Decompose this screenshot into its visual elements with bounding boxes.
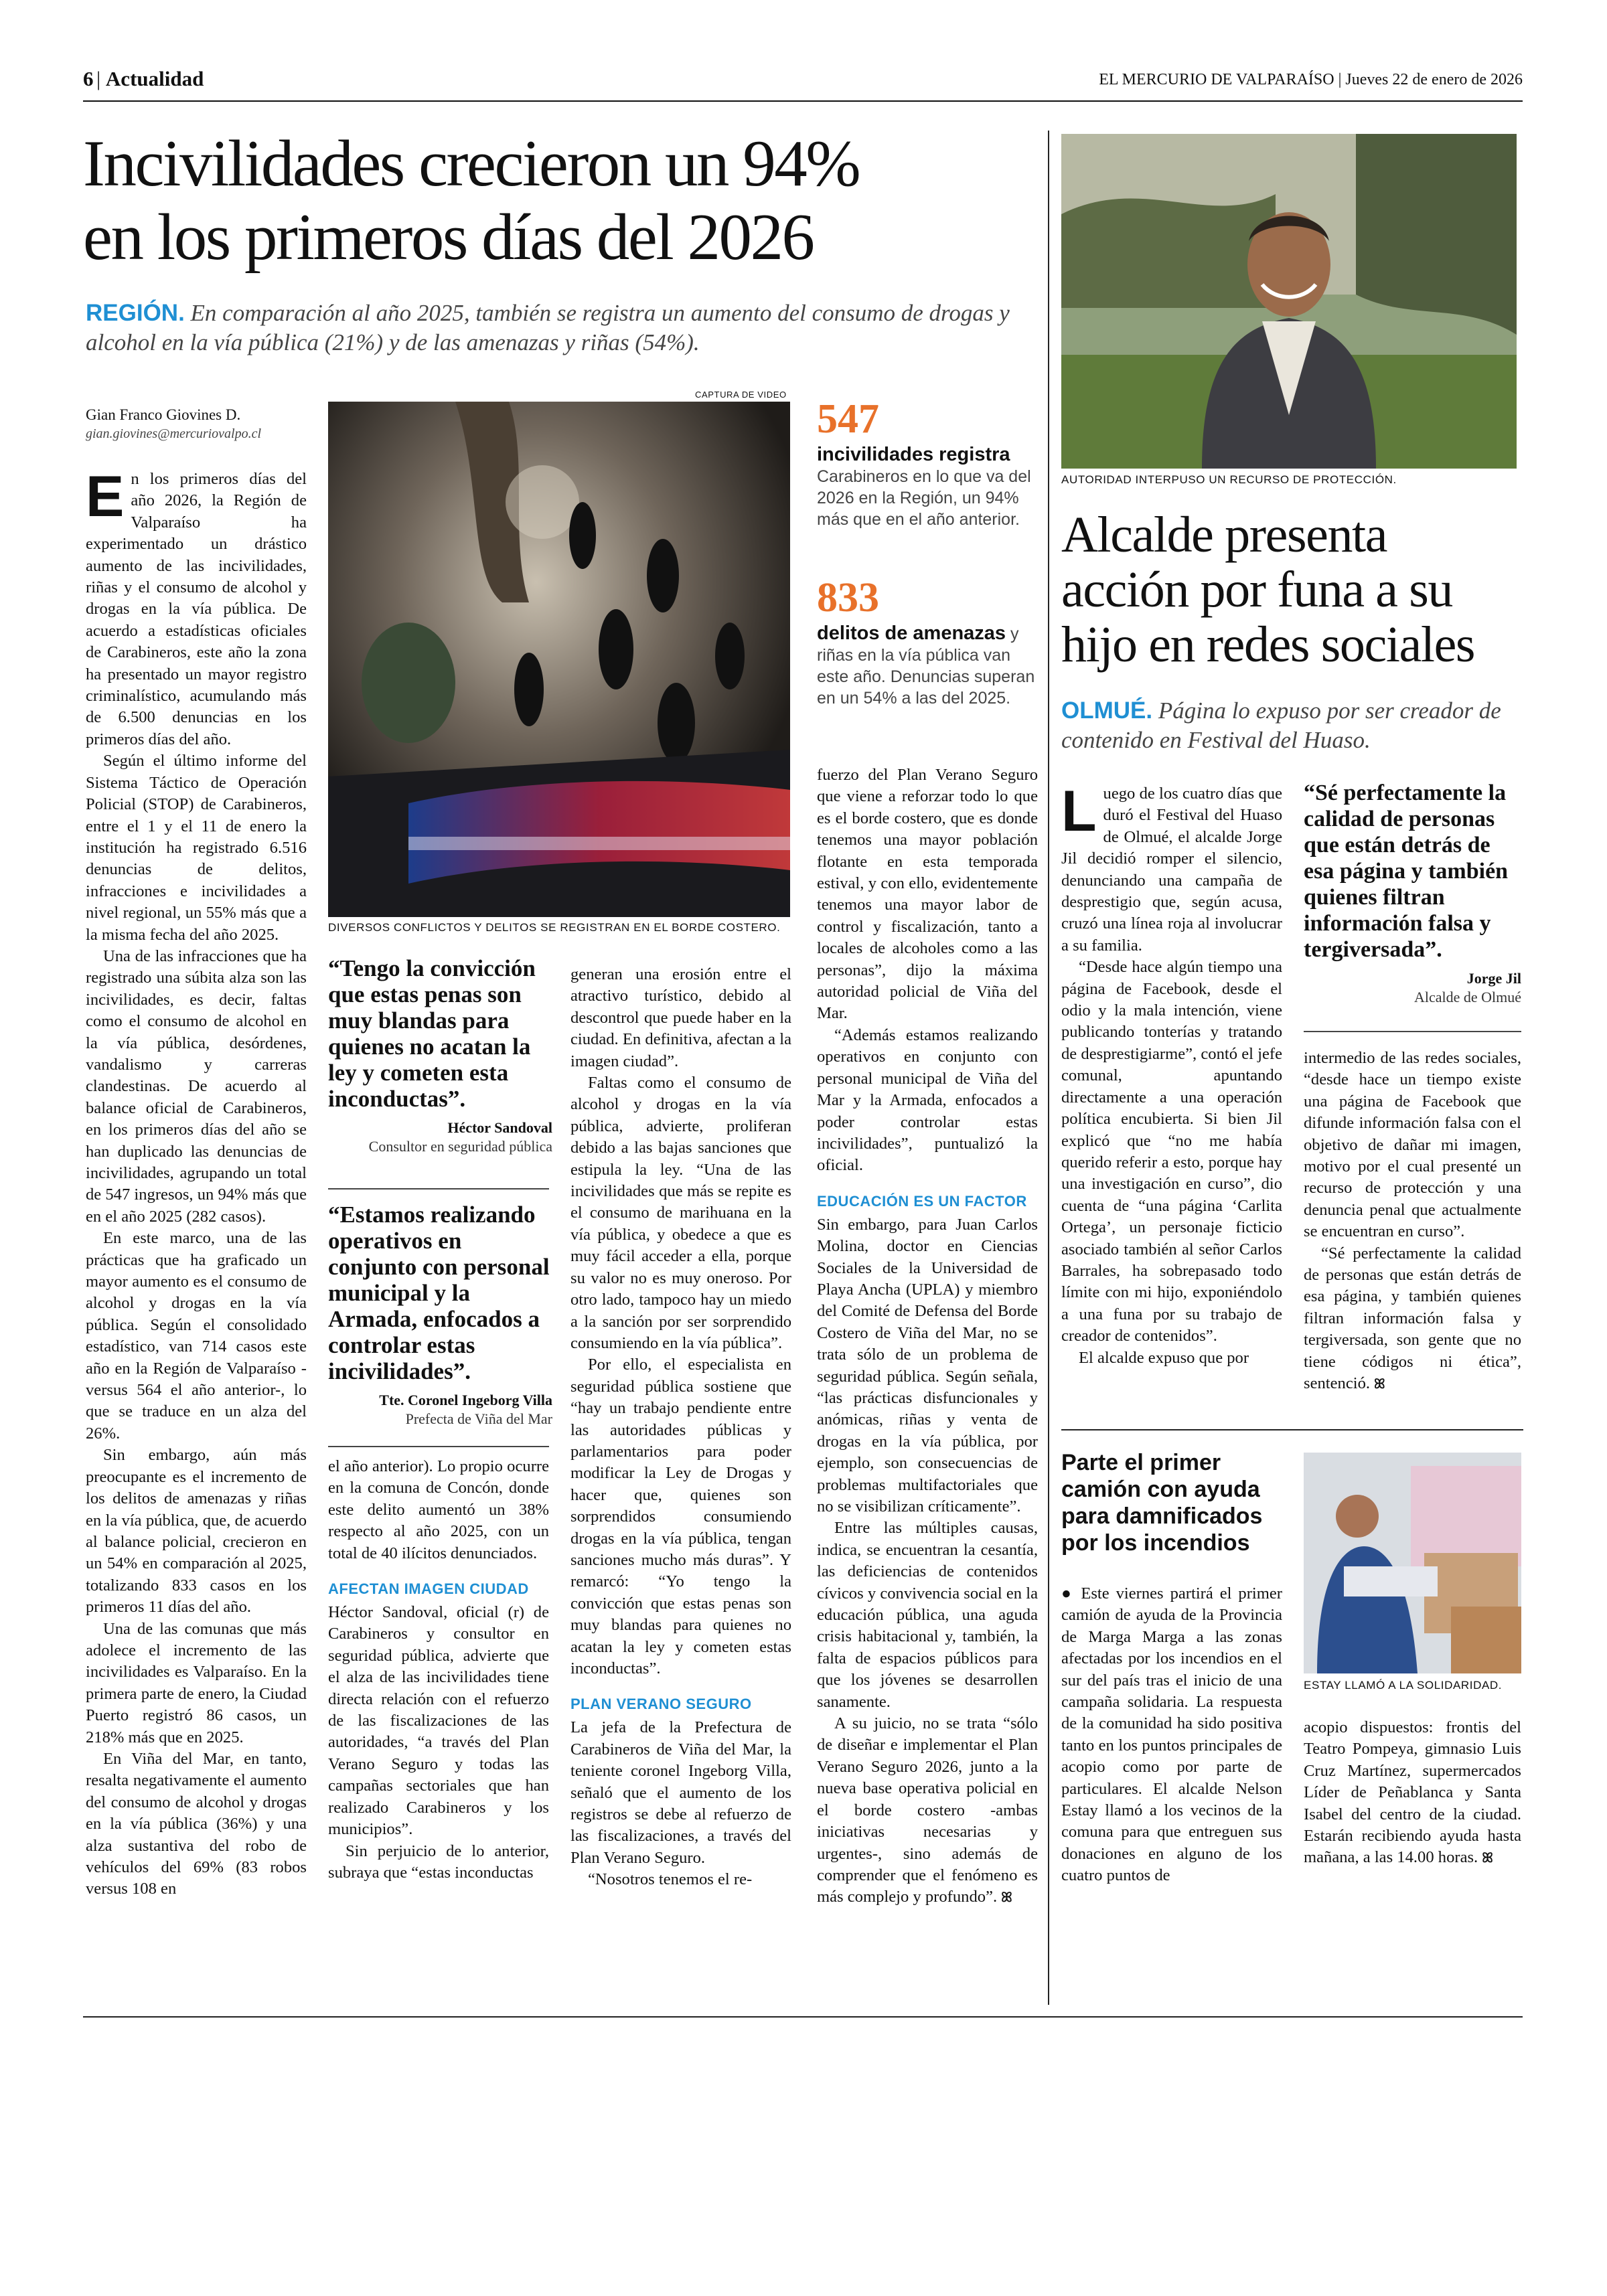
headline-line-2: en los primeros días del 2026 (83, 201, 814, 274)
side-pull-quote (1304, 780, 1521, 1007)
paragraph: Entre las múltiples causas, indica, se encuentran la cesantía, las deficiencias de contenidos cívicos y convivencia social en la educación pública, una aguda crisis habitacional y, también, la falta de espacios públicos para que los jóvenes se desarrollen sanamente. (817, 1519, 1038, 1711)
paragraph: El alcalde expuso que por (1079, 1348, 1249, 1367)
quote-text: “Sé perfectamente la calidad de personas que están detrás de esa página y también quienes filtran información falsa y tergiversada”. (1304, 781, 1509, 962)
header-rule (83, 100, 1523, 102)
article-column-2 (328, 1456, 549, 1884)
stat-desc: y riñas en la vía pública van este año. Denuncias superan en un 54% a las del 2025. (817, 625, 1035, 708)
article-column-3 (570, 964, 791, 1891)
paragraph: Una de las comunas que más adolece el incremento de las incivilidades es Valparaíso. En la primera parte de enero, la Ciudad Puerto registró 86 casos, un 218% más que en 2025. (86, 1619, 307, 1746)
quote-author: Jorge Jil (1466, 970, 1521, 987)
brief-photo (1304, 1453, 1521, 1673)
paragraph: “Desde hace algún tiempo una página de Facebook, desde el odio y la mala intención, viene publicando tonterías y tratando de desprestigiarme”, contó el jefe comunal, apuntando directamente a una operación política encubierta. Si bien Jil explicó que “no me había querido referir a esto, porque hay una investigación en curso”, dio cuenta de “una página ‘Carlita Ortega’, un personaje ficticio asociado también al señor Carlos Barrales, ha sobrepasado todo límite con mi hijo, exponiéndolo a una funa por su trabajo de creador de contenidos”. (1061, 958, 1282, 1345)
end-mark-icon: ꕤ (1482, 1850, 1493, 1866)
paragraph: fuerzo del Plan Verano Seguro que viene a reforzar todo lo que es el borde costero, que es donde tenemos una mayor población flotante en esta temporada estival, y con ello, evidentemente tenemos una mayor labor de control y fiscalización, tanto a locales de alcoholes como a las personas”, dijo la máxima autoridad policial de Viña del Mar. (817, 766, 1038, 1023)
side-lede-text: Página lo expuso por ser creador de contenido en Festival del Huaso. (1061, 698, 1501, 753)
headline-line-1: Incivilidades crecieron un 94% (83, 127, 860, 200)
paragraph: el año anterior). Lo propio ocurre en la comuna de Concón, donde este delito aumentó un 38% respecto al año 2025, con un total de 40 ilícitos denunciados. (328, 1457, 549, 1562)
paragraph-text: “Sé perfectamente la calidad de personas que están detrás de esa página, y también quienes filtran información falsa y tergiversada, son gente que no tiene códigos ni ética”, sentenció. (1304, 1244, 1521, 1393)
pull-quote-2 (328, 1202, 552, 1428)
stat-label: delitos de amenazas (817, 623, 1006, 644)
stat-number: 833 (817, 575, 879, 621)
brief-top-rule (1061, 1429, 1523, 1430)
paragraph-text: acopio dispuestos: frontis del Teatro Pompeya, gimnasio Luis Cruz Martínez, supermercados Líder de Peñablanca y Santa Isabel del centro de la ciudad. Estarán recibiendo ayuda hasta mañana, a las 14.00 horas. (1304, 1718, 1521, 1867)
author-name: Gian Franco Giovines D. (86, 406, 241, 423)
side-headline-line: hijo en redes sociales (1061, 617, 1475, 673)
quote-role: Alcalde de Olmué (1413, 989, 1521, 1005)
byline (86, 406, 313, 442)
pull-quote-1 (328, 955, 552, 1156)
paragraph (1304, 1243, 1521, 1395)
end-mark-icon: ꕤ (1374, 1376, 1385, 1392)
brief-column-a (1061, 1583, 1282, 1887)
side-kicker: OLMUÉ. (1061, 698, 1153, 724)
lede-kicker: REGIÓN. (86, 300, 185, 326)
subhead-afectan: AFECTAN IMAGEN CIUDAD (328, 1580, 529, 1598)
side-headline-line: Alcalde presenta (1061, 507, 1387, 563)
paragraph-text: Este viernes partirá el primer camión de ayuda de la Provincia de Marga Marga a las zonas afectadas por los incendios en el sur del país tras el inicio de una campaña solidaria. La respuesta de la comunidad ha sido positiva tanto en los puntos principales de acopio como por parte de particulares. El alcalde Nelson Estay llamó a los vecinos de la comuna para que entreguen sus donaciones en alguno de los cuatro puntos de (1061, 1584, 1282, 1885)
stat-label: incivilidades registra (817, 444, 1010, 465)
quote-author: Tte. Coronel Ingeborg Villa (379, 1392, 552, 1408)
page-header: 6 | Actualidad EL MERCURIO DE VALPARAÍSO | Jueves 22 de enero de 2026 (83, 67, 1523, 90)
column-divider (1048, 131, 1049, 2005)
paragraph: Faltas como el consumo de alcohol y drogas en la vía pública, advierte, proliferan debido a las bajas sanciones que estipula la ley. “Una de las incivilidades que más se repite es el consumo de marihuana en la vía pública, y obedece a que es muy fácil acceder a ella, porque su valor no es muy oneroso. Por otro lado, tampoco hay un miedo a la sanción por ser sorprendido consumiendo en la vía pública”. (570, 1074, 791, 1352)
paragraph: Por ello, el especialista en seguridad pública sostiene que “hay un trabajo pendiente entre las autoridades públicas y parlamentarios para poder modificar la Ley de Drogas y hacer que, quienes son sorprendidos consumiendo drogas en la vía pública, tengan sanciones mucho más duras”. Y remarcó: “Yo tengo la convicción que estas penas son muy blandas para quienes no acatan la ley y cometen estas inconductas”. (570, 1356, 791, 1677)
photo-caption: DIVERSOS CONFLICTOS Y DELITOS SE REGISTRAN EN EL BORDE COSTERO. (328, 921, 781, 934)
mayor-photo (1061, 134, 1517, 469)
main-headline (83, 127, 1047, 274)
paragraph: Sin perjuicio de lo anterior, subraya que “estas inconductas (328, 1841, 549, 1882)
author-email: gian.giovines@mercuriovalpo.cl (86, 426, 262, 441)
side-column-b (1304, 1048, 1521, 1395)
main-photo (328, 402, 790, 917)
night-scene-image (328, 402, 790, 917)
section-label: Actualidad (105, 67, 204, 90)
quote-role: Prefecta de Viña del Mar (405, 1410, 552, 1427)
quote-author: Héctor Sandoval (447, 1119, 552, 1136)
brief-photo-caption: ESTAY LLAMÓ A LA SOLIDARIDAD. (1304, 1679, 1503, 1692)
stat-box-2 (817, 577, 1038, 709)
mayor-photo-caption: AUTORIDAD INTERPUSO UN RECURSO DE PROTECCIÓN. (1061, 473, 1397, 486)
bullet-icon: ● (1061, 1584, 1081, 1603)
quote-divider (328, 1188, 549, 1190)
end-mark-icon: ꕤ (1001, 1889, 1012, 1906)
portrait-image (1061, 134, 1517, 469)
side-headline-line: acción por funa a su (1061, 562, 1452, 618)
brief-column-b (1304, 1717, 1521, 1869)
subhead-educacion: EDUCACIÓN ES UN FACTOR (817, 1192, 1027, 1210)
article-column-4 (817, 764, 1038, 1908)
paragraph (1061, 1583, 1282, 1887)
paragraph: Héctor Sandoval, oficial (r) de Carabineros y consultor en seguridad pública, advierte que el alza de las incivilidades tiene directa relación con el refuerzo de las fiscalizaciones de las autoridades, “a través del Plan Verano Seguro y todas las campañas sectoriales que han realizado Carabineros y los municipios”. (328, 1603, 549, 1839)
quote-text: “Estamos realizando operativos en conjunto con personal municipal y la Armada, enfocados a controlar estas incivilidades”. (328, 1202, 550, 1384)
paragraph: La jefa de la Prefectura de Carabineros de Viña del Mar, la teniente coronel Ingeborg Villa, señaló que el aumento de los registros se debe al refuerzo de las fiscalizaciones, a través del Plan Verano Seguro. (570, 1718, 791, 1867)
quote-divider (328, 1446, 549, 1447)
subhead-plan: PLAN VERANO SEGURO (570, 1696, 752, 1713)
dropcap: L (1061, 779, 1097, 843)
stat-desc: Carabineros en lo que va del 2026 en la Región, un 94% más que en el año anterior. (817, 467, 1031, 529)
paragraph-text: A su juicio, no se trata “sólo de diseñar e implementar el Plan Verano Seguro 2026, junto a la nueva base operativa policial en el borde costero -ambas iniciativas necesarias y urgentes-, sino además de comprender que el fenómeno es más complejo y profundo”. (817, 1714, 1038, 1906)
quote-role: Consultor en seguridad pública (368, 1138, 552, 1155)
paragraph (817, 1713, 1038, 1908)
stat-box-1 (817, 398, 1038, 530)
paragraph: uego de los cuatro días que duró el Festival del Huaso de Olmué, el alcalde Jorge Jil decidió romper el silencio, denunciando una campaña de desprestigio que, según acusa, cruzó una línea roja al involucrar a su familia. (1061, 785, 1282, 955)
paragraph: Sin embargo, aún más preocupante es el incremento de los delitos de amenazas y riñas en la vía pública, que, de acuerdo al balance policial, crecieron en un 54% en comparación al 2025, totalizando 833 casos en los primeros 11 días del año. (86, 1446, 307, 1617)
paragraph (1304, 1717, 1521, 1869)
paragraph: generan una erosión entre el atractivo turístico, debido al descontrol que puede haber en la ciudad. En definitiva, afectan a la imagen ciudad”. (570, 965, 791, 1070)
main-lede (86, 299, 1050, 357)
paragraph: “Además estamos realizando operativos en conjunto con personal municipal de Viña del Mar y la Armada, enfocados a poder controlar estas incivilidades”, puntualizó la oficial. (817, 1026, 1038, 1175)
paragraph: En este marco, una de las prácticas que ha graficado un mayor aumento es el consumo de alcohol y drogas en la vía pública. Según el consolidado estadístico, van 714 casos este año en la Región de Valparaíso -versus 564 el año anterior-, lo que se traduce en un alza del 26%. (86, 1229, 307, 1443)
quote-text: “Tengo la convicción que estas penas son muy blandas para quienes no acatan la ley y cometen esta inconductas”. (328, 955, 536, 1112)
paragraph: intermedio de las redes sociales, “desde hace un tiempo existe una página de Facebook que difunde información falsa con el objetivo de dañar mi imagen, motivo por el cual presenté un recurso de protección y una denuncia penal que actualmente se encuentran en curso”. (1304, 1049, 1521, 1241)
paragraph: Una de las infracciones que ha registrado una súbita alza son las incivilidades, es decir, faltas como el consumo de alcohol en la vía pública, desórdenes, vandalismo y carreras clandestinas. De acuerdo al balance oficial de Carabineros, en los primeros días del año se han duplicado las denuncias de incivilidades, agrupando un total de 547 ingresos, un 94% más que en el año 2025 (282 casos). (86, 947, 307, 1226)
dropcap: E (86, 465, 125, 529)
brief-headline: Parte el primer camión con ayuda para damnificados por los incendios (1061, 1450, 1263, 1556)
quote-divider (1304, 1031, 1521, 1032)
side-column-a (1061, 779, 1282, 1369)
page-bottom-rule (83, 2016, 1523, 2018)
article-column-1 (86, 465, 307, 1900)
stat-number: 547 (817, 396, 879, 442)
paragraph: Sin embargo, para Juan Carlos Molina, doctor en Ciencias Sociales de la Universidad de Playa Ancha (UPLA) y miembro del Comité de Defensa del Borde Costero de Viña del Mar, no se trata sólo de un problema de seguridad pública. Según señala, “las prácticas disfuncionales y anómicas, riñas y venta de drogas en la vía pública, por ejemplo, son consecuencias de problemas multifactoriales que no se visibilizan críticamente”. (817, 1215, 1038, 1515)
donations-image (1304, 1453, 1521, 1673)
paragraph: Según el último informe del Sistema Táctico de Operación Policial (STOP) de Carabineros, entre el 1 y el 11 de enero la institución ha registrado 6.516 denuncias de delitos, infracciones e incivilidades a nivel regional, un 55% más que a la misma fecha del año 2025. (86, 752, 307, 944)
side-headline (1061, 507, 1523, 672)
lede-text: En comparación al año 2025, también se registra un aumento del consumo de drogas y alcohol en la vía pública (21%) y de las amenazas y riñas (54%). (86, 300, 1010, 355)
paragraph: En Viña del Mar, en tanto, resalta negativamente el aumento del consumo de alcohol y drogas en la vía pública (36%) y una alza sustantiva del robo de vehículos del 69% (83 robos versus 108 en (86, 1749, 307, 1898)
paragraph: “Nosotros tenemos el re- (588, 1870, 753, 1889)
side-lede (1061, 696, 1523, 755)
newspaper-name: EL MERCURIO DE VALPARAÍSO (1099, 71, 1334, 88)
photo-credit: CAPTURA DE VIDEO (695, 390, 787, 400)
issue-date: Jueves 22 de enero de 2026 (1345, 71, 1523, 88)
page-number: 6 (83, 67, 94, 90)
paragraph: n los primeros días del año 2026, la Región de Valparaíso ha experimentado un drástico aumento de las incivilidades, riñas y el consumo de alcohol y drogas en la vía pública. De acuerdo a estadísticas oficiales de Carabineros, este año la zona ha presentado un mayor registro criminalístico, acumulando más de 6.500 denuncias en los primeros días del año. (86, 470, 307, 748)
